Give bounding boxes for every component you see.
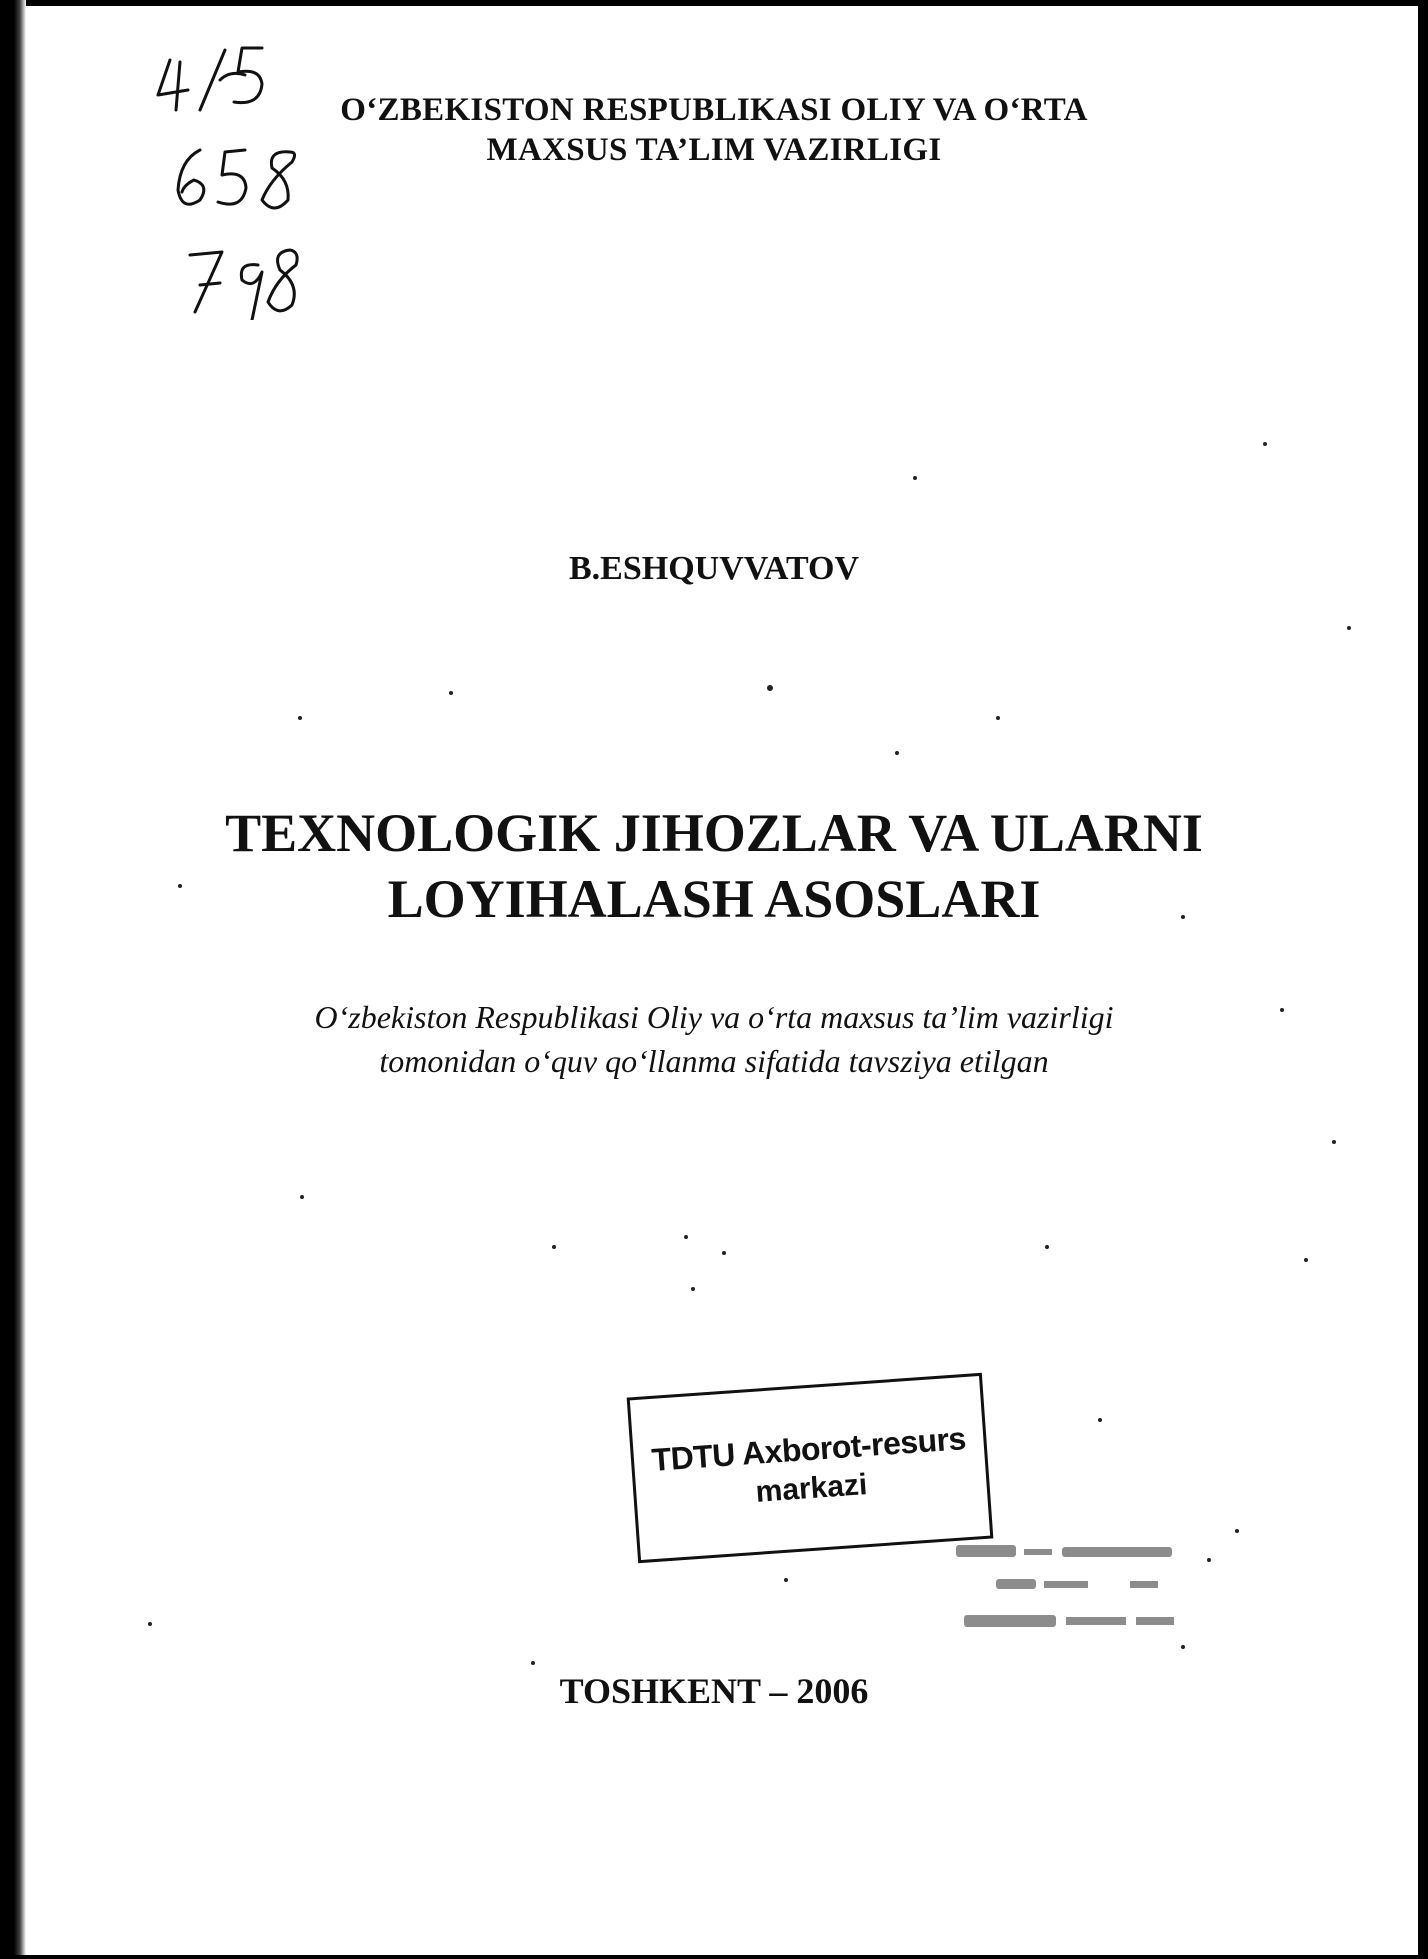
author-name: B.ESHQUVVATOV <box>568 550 860 587</box>
stamp-line-1: TDTU Axborot-resurs <box>650 1419 967 1478</box>
ministry-line-1: O‘ZBEKISTON RESPUBLIKASI OLIY VA O‘RTA <box>340 92 1088 128</box>
title-line-1: TEXNOLOGIK JIHOZLAR VA ULARNI <box>225 803 1203 863</box>
ministry-line-2: MAXSUS TA’LIM VAZIRLIGI <box>486 132 942 168</box>
city-year: TOSHKENT – 2006 <box>559 1671 869 1711</box>
stamp-line-2: markazi <box>754 1467 869 1509</box>
approval-line-1: O‘zbekiston Respublikasi Oliy va o‘rta maxsus ta’lim vazirligi <box>314 999 1114 1035</box>
approval-line-2: tomonidan o‘quv qo‘llanma sifatida tavsziya etilgan <box>379 1043 1049 1079</box>
title-line-2: LOYIHALASH ASOSLARI <box>387 869 1041 929</box>
